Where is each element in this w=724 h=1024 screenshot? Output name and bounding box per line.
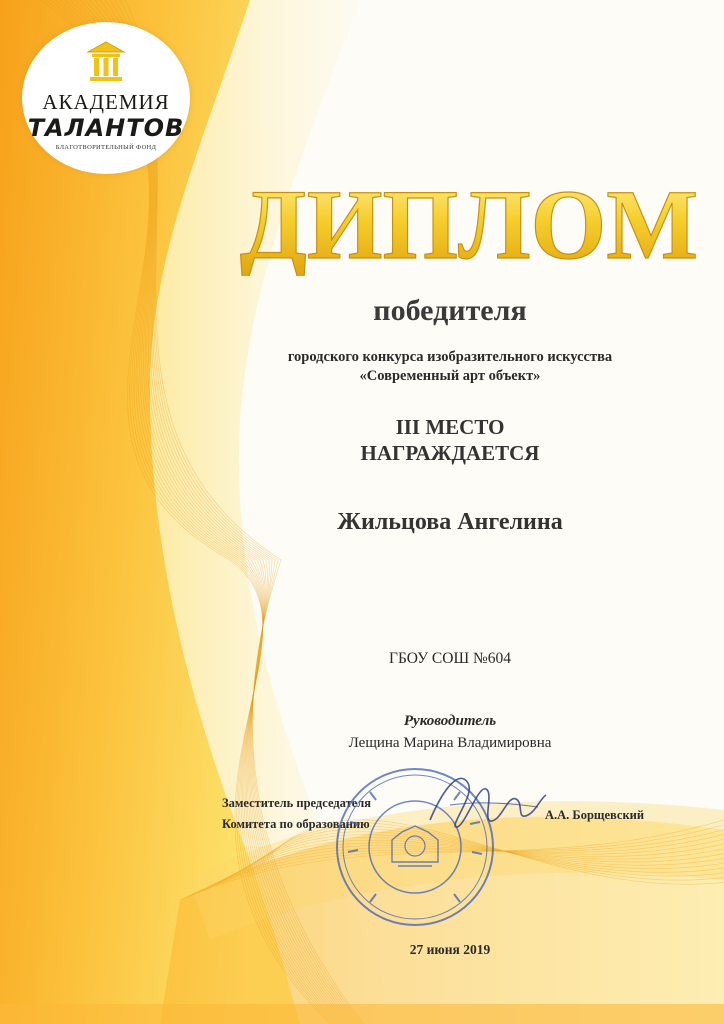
place-block [200, 414, 700, 466]
deputy-line1: Заместитель председателя [222, 796, 372, 810]
supervisor-name: Лещина Марина Владимировна [348, 735, 552, 751]
diploma-title [236, 168, 702, 276]
deputy-line2: Комитета по образованию [222, 817, 370, 831]
contest-line2: «Современный арт объект» [359, 368, 541, 384]
contest-description [200, 348, 700, 386]
logo-line1: АКАДЕМИЯ [42, 90, 170, 114]
diploma-title-text: ДИПЛОМ [240, 169, 698, 276]
academy-logo [22, 22, 190, 174]
building-icon [86, 40, 126, 84]
winner-label: победителя [373, 294, 527, 327]
awarded-text: НАГРАЖДАЕТСЯ [360, 441, 540, 465]
award-date: 27 июня 2019 [409, 942, 491, 957]
school-name: ГБОУ СОШ №604 [388, 650, 511, 667]
place-text: III МЕСТО [395, 415, 505, 439]
contest-line1: городского конкурса изобразительного искусства [287, 349, 613, 365]
logo-line3: БЛАГОТВОРИТЕЛЬНЫЙ ФОНД [55, 144, 157, 151]
recipient-name: Жильцова Ангелина [337, 509, 563, 535]
signer-name: А.А. Борщевский [545, 808, 645, 822]
logo-line2: ТАЛАНТОВ [27, 114, 185, 142]
supervisor-label: Руководитель [403, 713, 497, 729]
signature-icon [420, 765, 550, 845]
